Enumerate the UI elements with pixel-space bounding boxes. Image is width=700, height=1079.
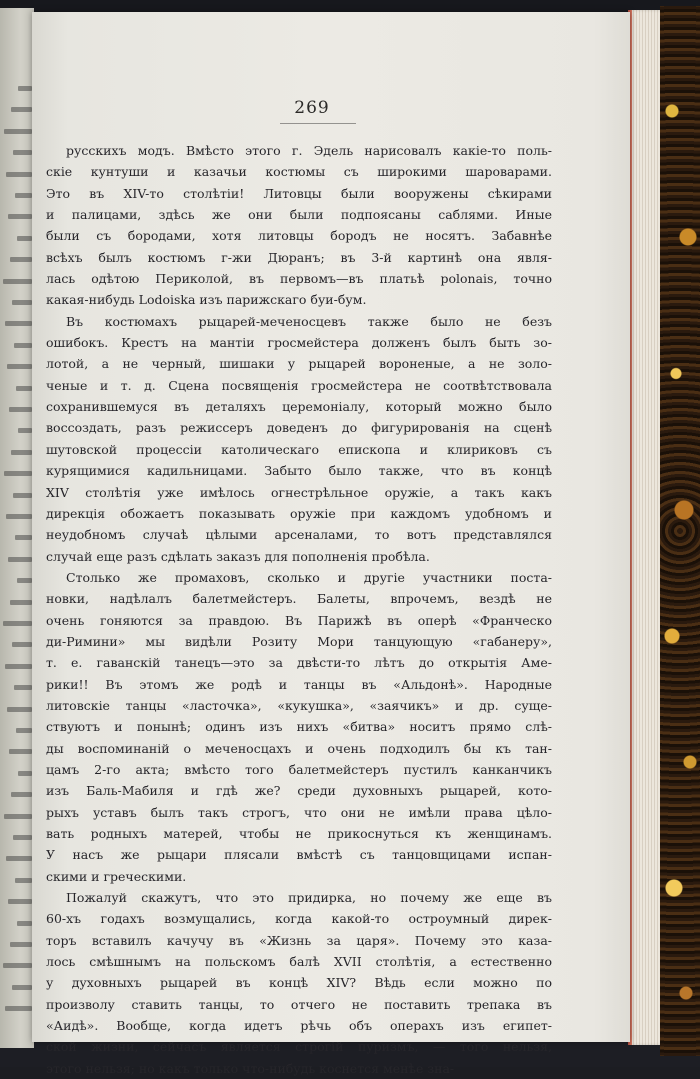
text-line: рыхъ уставъ былъ такъ строгъ, что они не имѣли права цѣло- bbox=[46, 804, 552, 820]
text-line: неудобномъ случаѣ цѣлыми арсеналами, то вотъ представлялся bbox=[46, 527, 552, 543]
previous-page-text-fragment bbox=[18, 86, 32, 91]
text-line: у духовныхъ рыцарей въ концѣ XIV? Вѣдь если можно по bbox=[46, 975, 552, 991]
text-line: XIV столѣтія уже имѣлось огнестрѣльное оружіе, а такъ какъ bbox=[46, 484, 552, 500]
previous-page-text-fragment bbox=[15, 535, 32, 540]
text-line: рики!! Въ этомъ же родѣ и танцы въ «Альдонѣ». Народные bbox=[46, 676, 552, 692]
text-line: Это въ XIV-то столѣтіи! Литовцы были вооружены сѣкирами bbox=[46, 185, 552, 201]
previous-page-text-fragment bbox=[6, 172, 32, 177]
text-line: лось смѣшнымъ на польскомъ балѣ XVII столѣтія, а естественно bbox=[46, 954, 552, 970]
previous-page-text-fragment bbox=[12, 985, 32, 990]
paragraph bbox=[46, 887, 552, 1079]
previous-page-text-fragment bbox=[8, 557, 32, 562]
text-line: русскихъ модъ. Вмѣсто этого г. Эдель нарисовалъ какіе-то поль- bbox=[66, 143, 552, 158]
previous-page-text-fragment bbox=[8, 214, 32, 219]
previous-page-text-fragment bbox=[14, 343, 32, 348]
previous-page-text-fragment bbox=[16, 386, 32, 391]
text-line: всѣхъ былъ костюмъ г-жи Дюранъ; въ 3-й картинѣ она явля- bbox=[46, 249, 552, 265]
previous-page-text-fragment bbox=[14, 685, 32, 690]
page-number-rule bbox=[280, 123, 356, 124]
text-line: были съ бородами, хотя литовцы бородъ не носятъ. Забавнѣе bbox=[46, 228, 552, 244]
text-line: т. е. гаванскій танецъ—это за двѣсти-то лѣтъ до открытія Аме- bbox=[46, 655, 552, 671]
marbled-cover bbox=[660, 6, 700, 1056]
page-text bbox=[46, 140, 552, 1079]
text-line: лотой, а не черный, шишаки у рыцарей вороненые, а не золо- bbox=[46, 356, 552, 372]
previous-page-text-fragment bbox=[7, 707, 32, 712]
text-line: торъ вставилъ качучу въ «Жизнь за царя». Почему это каза- bbox=[46, 932, 552, 948]
text-line: очень гоняются за правдою. Въ Парижѣ въ оперѣ «Франческо bbox=[46, 612, 552, 628]
previous-page-text-fragment bbox=[10, 600, 32, 605]
previous-page-text-fragment bbox=[7, 364, 32, 369]
previous-page-text-fragment bbox=[9, 407, 32, 412]
text-line: какая-нибудь Lodoiska изъ парижскаго буи-бум. bbox=[46, 292, 367, 308]
previous-page-text-fragment bbox=[17, 578, 32, 583]
text-line: скіе кунтуши и казачьи костюмы съ широкими шароварами. bbox=[46, 164, 552, 180]
text-line: курящимися кадильницами. Забыто было также, что въ концѣ bbox=[46, 463, 552, 479]
previous-page-text-fragment bbox=[3, 621, 32, 626]
text-line: ди-Римини» мы видѣли Розиту Мори танцующую «габанеру», bbox=[46, 633, 552, 649]
text-line: лась одѣтою Периколой, въ первомъ—въ платьѣ polonais, точно bbox=[46, 271, 552, 287]
text-line: изъ Баль-Мабиля и гдѣ же? среди духовныхъ рыцарей, кото- bbox=[46, 783, 552, 799]
previous-page-text-fragment bbox=[13, 835, 32, 840]
previous-page-text-fragment bbox=[6, 514, 32, 519]
text-line: новки, надѣлалъ балетмейстеръ. Балеты, впрочемъ, вездѣ не bbox=[46, 591, 552, 607]
text-line: Пожалуй скажутъ, что это придирка, но почему же еще въ bbox=[66, 890, 552, 906]
text-line: воссоздать, разъ режиссеръ доведенъ до фигурированія на сценѣ bbox=[46, 420, 552, 436]
previous-page-text-fragment bbox=[5, 1006, 32, 1011]
text-line: ствуютъ и понынѣ; одинъ изъ нихъ «битва» носитъ прямо слѣ- bbox=[46, 719, 552, 735]
previous-page-text-fragment bbox=[9, 749, 32, 754]
text-line: ды воспоминаній о меченосцахъ и очень подходилъ бы къ тан- bbox=[46, 740, 552, 756]
previous-page-text-fragment bbox=[4, 471, 32, 476]
text-line: дирекція обожаетъ показывать оружіе при каждомъ удобномъ и bbox=[46, 505, 552, 521]
text-line: скими и греческими. bbox=[46, 868, 187, 884]
text-line: случай еще разъ сдѣлать заказъ для пополненія пробѣла. bbox=[46, 548, 430, 564]
previous-page-text-fragment bbox=[11, 107, 32, 112]
text-line: Въ костюмахъ рыцарей-меченосцевъ также было не безъ bbox=[66, 313, 552, 329]
previous-page-text-fragment bbox=[10, 257, 32, 262]
previous-page-text-fragment bbox=[12, 642, 32, 647]
previous-page-text-fragment bbox=[11, 792, 32, 797]
previous-page-text-fragment bbox=[3, 279, 32, 284]
book-page bbox=[32, 12, 630, 1076]
text-line: ошибокъ. Крестъ на мантіи гросмейстера долженъ былъ быть зо- bbox=[46, 335, 552, 351]
previous-page-edge bbox=[0, 8, 34, 1048]
text-line: «Аидѣ». Вообще, когда идетъ рѣчь объ операхъ изъ египет- bbox=[46, 1018, 552, 1034]
previous-page-text-fragment bbox=[8, 899, 32, 904]
previous-page-text-fragment bbox=[11, 450, 32, 455]
text-line: Столько же промаховъ, сколько и другіе участники поста- bbox=[66, 569, 552, 585]
text-line: цамъ 2-го акта; вмѣсто того балетмейстеръ пустилъ канканчикъ bbox=[46, 761, 552, 777]
previous-page-text-fragment bbox=[15, 878, 32, 883]
previous-page-text-fragment bbox=[5, 321, 32, 326]
previous-page-text-fragment bbox=[6, 856, 32, 861]
text-line: сохранившемуся въ деталяхъ церемоніалу, который можно было bbox=[46, 399, 552, 415]
previous-page-text-fragment bbox=[18, 428, 32, 433]
previous-page-text-fragment bbox=[10, 942, 32, 947]
previous-page-text-fragment bbox=[13, 150, 32, 155]
previous-page-text-fragment bbox=[5, 664, 32, 669]
previous-page-text-fragment bbox=[3, 963, 32, 968]
paragraph bbox=[46, 140, 552, 311]
text-line: шутовской процессіи католическаго епископа и клириковъ съ bbox=[46, 441, 552, 457]
text-line: вать родныхъ матерей, чтобы не прикоснуться къ женщинамъ. bbox=[46, 826, 552, 841]
text-line: и палицами, здѣсь же они были подпоясаны саблями. Иные bbox=[46, 207, 552, 223]
text-line: ской жизни, сейчасъ является строгій пуризмъ, — того нельзя, bbox=[46, 1039, 552, 1055]
previous-page-text-fragment bbox=[17, 921, 32, 926]
paragraph bbox=[46, 311, 552, 567]
text-line: 60-хъ годахъ возмущались, когда какой-то остроумный дирек- bbox=[46, 911, 552, 927]
text-line: У насъ же рыцари плясали вмѣстѣ съ танцовщицами испан- bbox=[46, 847, 552, 863]
previous-page-text-fragment bbox=[4, 814, 32, 819]
paragraph bbox=[46, 567, 552, 887]
text-line: ченые и т. д. Сцена посвященія гросмейстера не соотвѣтствовала bbox=[46, 377, 552, 393]
previous-page-text-fragment bbox=[15, 193, 32, 198]
page-edges bbox=[628, 10, 662, 1045]
text-line: этого нельзя; но какъ только что-нибудь коснется менѣе зна- bbox=[46, 1060, 455, 1076]
page-number: 269 bbox=[294, 98, 330, 118]
previous-page-text-fragment bbox=[12, 300, 32, 305]
previous-page-text-fragment bbox=[4, 129, 32, 134]
previous-page-text-fragment bbox=[13, 493, 32, 498]
previous-page-text-fragment bbox=[16, 728, 32, 733]
text-line: литовскіе танцы «ласточка», «кукушка», «заячикъ» и др. суще- bbox=[46, 697, 552, 713]
text-line: произволу ставить танцы, то отчего не поставить трепака въ bbox=[46, 996, 552, 1012]
previous-page-text-fragment bbox=[18, 771, 32, 776]
previous-page-text-fragment bbox=[17, 236, 32, 241]
